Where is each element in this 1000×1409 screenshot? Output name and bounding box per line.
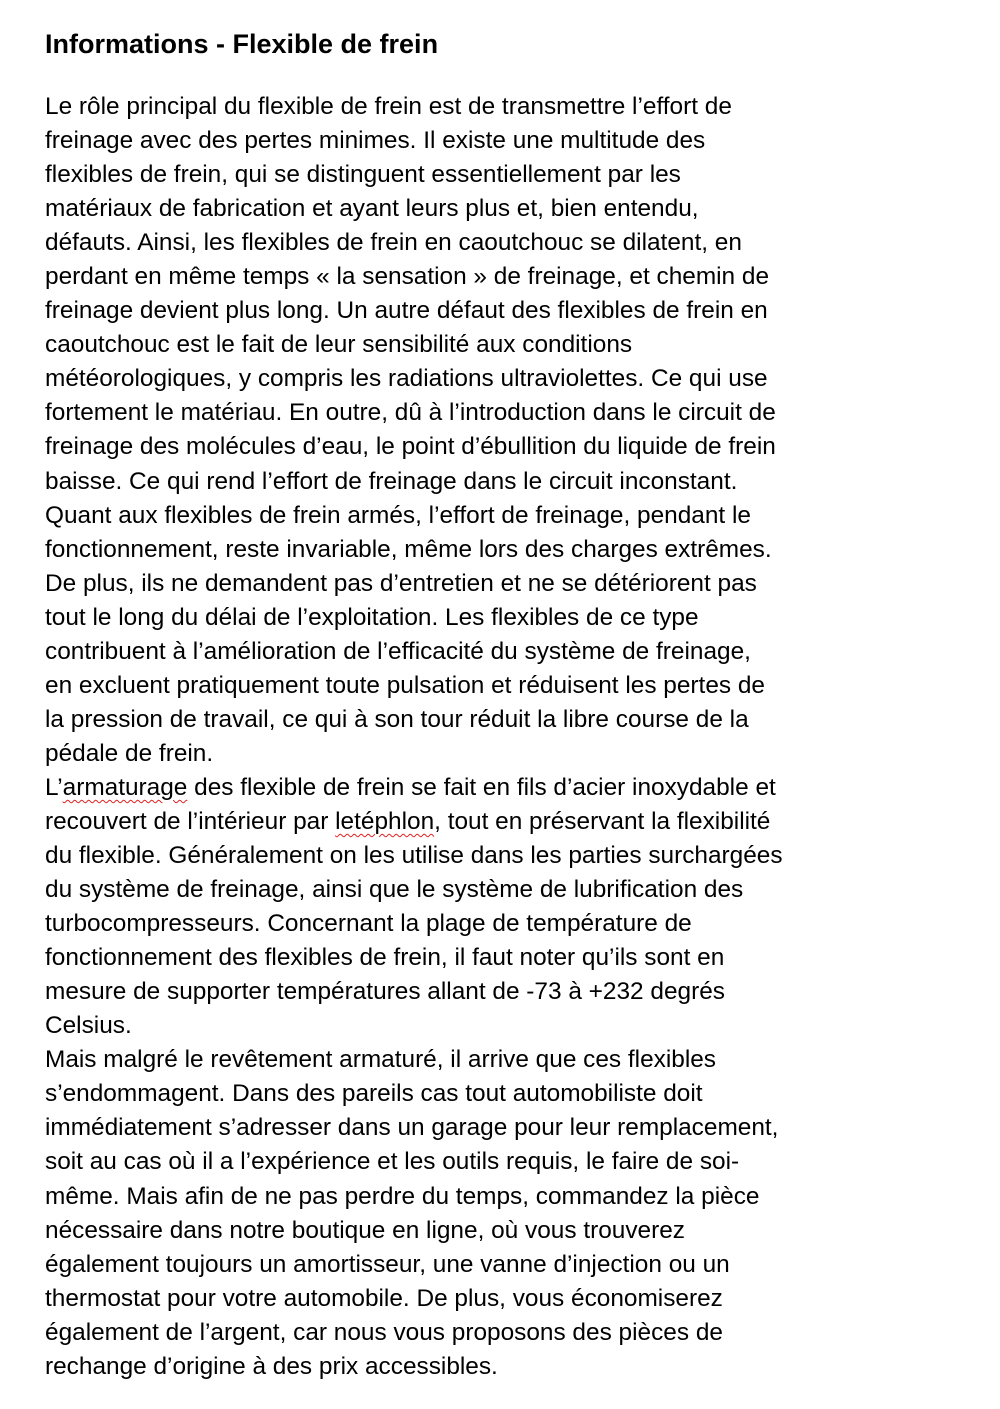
text-segment: turbocompresseurs. Concernant la plage de température de <box>45 910 692 938</box>
text-segment: Celsius. <box>45 1012 132 1040</box>
text-segment: nécessaire dans notre boutique en ligne, où vous trouverez <box>45 1216 685 1244</box>
text-segment: contribuent à l’amélioration de l’efficacité du système de freinage, <box>45 637 751 665</box>
text-segment: la pression de travail, ce qui à son tour réduit la libre course de la <box>45 705 749 733</box>
text-segment: L’ <box>45 773 63 801</box>
text-segment: caoutchouc est le fait de leur sensibilité aux conditions <box>45 331 633 359</box>
text-line <box>45 1350 955 1384</box>
text-line <box>45 499 955 533</box>
spellcheck-flagged-word: armaturage <box>62 773 188 801</box>
text-segment: fonctionnement des flexibles de frein, il faut noter qu’ils sont en <box>45 944 725 972</box>
text-line <box>45 907 955 941</box>
text-segment: en excluent pratiquement toute pulsation et réduisent les pertes de <box>45 671 765 699</box>
text-line <box>45 1282 955 1316</box>
text-segment: recouvert de l’intérieur par <box>45 807 336 835</box>
text-line <box>45 1214 955 1248</box>
text-line <box>45 396 955 430</box>
text-line <box>45 158 955 192</box>
text-line <box>45 226 955 260</box>
paragraph-2 <box>45 771 955 1043</box>
text-line <box>45 771 955 805</box>
text-line <box>45 1180 955 1214</box>
text-line <box>45 669 955 703</box>
text-line <box>45 1316 955 1350</box>
text-segment: mesure de supporter températures allant de -73 à +232 degrés <box>45 978 725 1006</box>
text-segment: Mais malgré le revêtement armaturé, il arrive que ces flexibles <box>45 1046 717 1074</box>
text-line <box>45 805 955 839</box>
text-line <box>45 294 955 328</box>
text-line <box>45 703 955 737</box>
text-line <box>45 1111 955 1145</box>
text-segment: perdant en même temps « la sensation » de freinage, et chemin de <box>45 263 770 291</box>
text-line <box>45 430 955 464</box>
spellcheck-flagged-word: letéphlon <box>335 807 435 835</box>
text-segment: De plus, ils ne demandent pas d’entretien et ne se détériorent pas <box>45 569 757 597</box>
text-line <box>45 533 955 567</box>
text-segment: soit au cas où il a l’expérience et les outils requis, le faire de soi- <box>45 1148 740 1176</box>
paragraph-1 <box>45 90 955 771</box>
text-line <box>45 362 955 396</box>
text-segment: fonctionnement, reste invariable, même lors des charges extrêmes. <box>45 535 772 563</box>
text-line <box>45 873 955 907</box>
text-line <box>45 839 955 873</box>
document-body <box>45 90 955 1384</box>
text-line <box>45 975 955 1009</box>
text-line <box>45 124 955 158</box>
text-segment: matériaux de fabrication et ayant leurs plus et, bien entendu, <box>45 195 699 223</box>
text-line <box>45 1043 955 1077</box>
text-line <box>45 941 955 975</box>
text-line <box>45 1009 955 1043</box>
text-segment: météorologiques, y compris les radiations ultraviolettes. Ce qui use <box>45 365 768 393</box>
text-line <box>45 635 955 669</box>
text-segment: thermostat pour votre automobile. De plus, vous économiserez <box>45 1284 723 1312</box>
text-line <box>45 465 955 499</box>
text-line <box>45 601 955 635</box>
text-line <box>45 90 955 124</box>
text-segment: même. Mais afin de ne pas perdre du temps, commandez la pièce <box>45 1182 760 1210</box>
text-segment: des flexible de frein se fait en fils d’acier inoxydable et <box>187 773 776 801</box>
text-segment: également toujours un amortisseur, une vanne d’injection ou un <box>45 1250 730 1278</box>
text-segment: tout le long du délai de l’exploitation. Les flexibles de ce type <box>45 603 699 631</box>
text-segment: rechange d’origine à des prix accessibles. <box>45 1352 498 1380</box>
text-segment: , tout en préservant la flexibilité <box>434 807 771 835</box>
text-segment: Le rôle principal du flexible de frein est de transmettre l’effort de <box>45 93 732 120</box>
text-line <box>45 192 955 226</box>
text-segment: freinage des molécules d’eau, le point d’ébullition du liquide de frein <box>45 433 776 461</box>
text-segment: immédiatement s’adresser dans un garage pour leur remplacement, <box>45 1114 779 1142</box>
text-segment: Quant aux flexibles de frein armés, l’effort de freinage, pendant le <box>45 501 751 529</box>
text-line <box>45 1077 955 1111</box>
text-segment: flexibles de frein, qui se distinguent essentiellement par les <box>45 161 681 189</box>
text-segment: du flexible. Généralement on les utilise dans les parties surchargées <box>45 842 783 870</box>
document-page <box>45 26 955 1384</box>
text-line <box>45 737 955 771</box>
text-segment: freinage devient plus long. Un autre défaut des flexibles de frein en <box>45 297 768 325</box>
text-segment: également de l’argent, car nous vous proposons des pièces de <box>45 1318 723 1346</box>
text-segment: baisse. Ce qui rend l’effort de freinage dans le circuit inconstant. <box>45 467 738 495</box>
text-line <box>45 1248 955 1282</box>
text-line <box>45 260 955 294</box>
document-title: Informations - Flexible de frein <box>45 29 439 59</box>
text-segment: pédale de frein. <box>45 739 214 767</box>
text-segment: du système de freinage, ainsi que le système de lubrification des <box>45 876 744 904</box>
text-line <box>45 328 955 362</box>
text-line <box>45 1145 955 1179</box>
text-segment: freinage avec des pertes minimes. Il existe une multitude des <box>45 127 706 155</box>
text-line <box>45 567 955 601</box>
text-segment: fortement le matériau. En outre, dû à l’introduction dans le circuit de <box>45 399 776 427</box>
text-segment: défauts. Ainsi, les flexibles de frein en caoutchouc se dilatent, en <box>45 229 742 257</box>
paragraph-3 <box>45 1043 955 1383</box>
text-segment: s’endommagent. Dans des pareils cas tout automobiliste doit <box>45 1080 703 1108</box>
